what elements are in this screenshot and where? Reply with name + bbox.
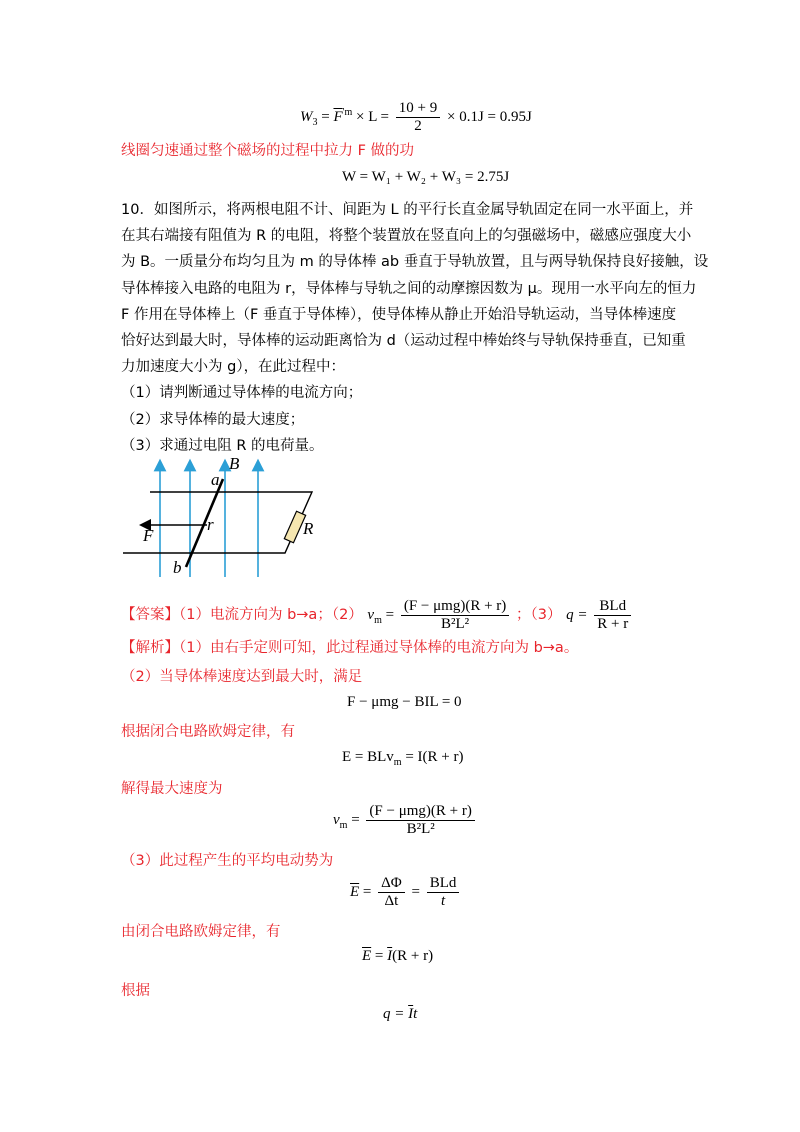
answer-part1: （1）电流方向为 b→a；（2）: [179, 606, 363, 623]
answer-v-eq: =: [385, 606, 395, 623]
avg-current-E: $\overline{E}$: [362, 948, 372, 964]
rail-diagram: [115, 455, 330, 580]
answer-q-fraction: [594, 598, 631, 633]
equation-w-total: W = W₁ + W₂ + W₃ = 2.75J: [342, 169, 510, 185]
avg-emf-eq2: =: [411, 883, 420, 900]
analysis-line-5: （3）此过程产生的平均电动势为: [121, 853, 334, 869]
speed-sub: m: [339, 819, 348, 831]
analysis-line-2: （2）当导体棒速度达到最大时，满足: [121, 669, 363, 685]
analysis-line-7: 根据: [121, 983, 150, 999]
answer-v-num: (F − μmg)(R + r): [401, 598, 509, 616]
analysis-line-3: 根据闭合电路欧姆定律，有: [121, 724, 295, 740]
w3-fbar-sup: 'm: [342, 106, 353, 118]
answer-formula-q: [566, 598, 634, 632]
q10-line: 力加速度大小为 g），在此过程中：: [121, 359, 346, 376]
charge-I: $\overline{I}$: [408, 1006, 414, 1022]
q10-line: 在其右端接有阻值为 R 的电阻，将整个装置放在竖直向上的匀强磁场中，磁感应强度大小: [121, 228, 692, 245]
equation-average-emf: [350, 875, 462, 910]
question-10: [121, 197, 708, 459]
equation-max-speed: [333, 803, 478, 838]
emf-lhs: E = BLv: [342, 749, 394, 765]
label-R: R: [303, 519, 314, 538]
answer-q: q =: [566, 606, 588, 623]
q10-line: 恰好达到最大时，导体棒的运动距离恰为 d（运动过程中棒始终与导轨保持垂直，已知重: [121, 333, 686, 350]
avg-emf-E: $\overline{E}$: [350, 883, 360, 900]
answer-tag: 【答案】: [121, 606, 179, 623]
avg-emf-num1: ΔΦ: [378, 875, 405, 893]
speed-v: v: [333, 811, 340, 828]
equation-average-current: [362, 948, 433, 965]
answer-v-fraction: [401, 598, 509, 633]
answer-line: [121, 598, 634, 633]
answer-v-den: B²L²: [440, 616, 470, 632]
w3-fraction: [396, 100, 440, 135]
q10-line: F 作用在导体棒上（F 垂直于导体棒），使导体棒从静止开始沿导轨运动，当导体棒速度: [121, 306, 677, 323]
label-r: r: [207, 515, 214, 534]
equation-w3: [300, 100, 532, 135]
equation-emf: [342, 749, 463, 768]
w3-times-l: × L =: [355, 108, 390, 125]
answer-q-den: R + r: [597, 616, 629, 632]
w3-fbar: $\overline{F}$: [333, 108, 343, 125]
avg-current-I: $\overline{I}$: [387, 948, 393, 964]
w3-num: 10 + 9: [396, 100, 440, 118]
analysis-line-6: 由闭合电路欧姆定律，有: [121, 924, 281, 940]
avg-emf-den1: Δt: [384, 893, 399, 909]
answer-part3: ；（3）: [516, 606, 562, 623]
equation-force-balance: F − μmg − BIL = 0: [347, 694, 462, 710]
q10-sub-question: （2）求导体棒的最大速度；: [121, 411, 305, 428]
avg-current-rest: (R + r): [392, 948, 434, 964]
analysis-tag: 【解析】: [121, 640, 179, 656]
w3-rest: × 0.1J = 0.95J: [446, 108, 532, 125]
q10-sub-question: （1）请判断通过导体棒的电流方向；: [121, 385, 363, 402]
answer-v-sub: m: [374, 614, 382, 626]
analysis-text-1: （1）由右手定则可知，此过程通过导体棒的电流方向为 b→a。: [179, 640, 579, 656]
work-intro-line: 线圈匀速通过整个磁场的过程中拉力 F 做的功: [121, 143, 415, 159]
avg-emf-num2: BLd: [427, 875, 460, 893]
label-B: B: [229, 455, 240, 473]
avg-emf-den2: t: [440, 893, 446, 909]
analysis-line-1: [121, 638, 578, 658]
avg-emf-eq: =: [362, 883, 372, 900]
speed-fraction: [366, 803, 474, 838]
answer-q-num: BLd: [594, 598, 631, 616]
charge-t: t: [413, 1006, 418, 1022]
speed-num: (F − μmg)(R + r): [366, 803, 474, 821]
answer-v: v: [367, 606, 375, 623]
avg-emf-frac2: [427, 875, 460, 910]
q10-line: 为 B。一质量分布均匀且为 m 的导体棒 ab 垂直于导轨放置，且与两导轨保持良好接触，设: [121, 254, 709, 271]
label-b: b: [173, 558, 182, 577]
label-a: a: [211, 470, 220, 489]
w3-lhs-sub: 3: [312, 116, 318, 128]
speed-den: B²L²: [406, 821, 435, 837]
q10-line: 10．如图所示，将两根电阻不计、间距为 L 的平行长直金属导轨固定在同一水平面上，并: [121, 202, 694, 218]
label-F: F: [143, 526, 154, 545]
avg-emf-frac1: [378, 875, 405, 910]
analysis-line-4: 解得最大速度为: [121, 781, 223, 797]
avg-current-eq: =: [374, 948, 384, 964]
equation-charge: [383, 1006, 417, 1023]
w3-den: 2: [414, 118, 422, 134]
answer-formula-v: [367, 598, 516, 632]
charge-q: q =: [383, 1006, 405, 1022]
q10-sub-question: （3）求通过电阻 R 的电荷量。: [121, 437, 324, 454]
w3-eq: =: [321, 108, 330, 125]
w3-lhs: W: [300, 108, 313, 125]
speed-eq: =: [351, 811, 360, 828]
q10-line: 导体棒接入电路的电阻为 r，导体棒与导轨之间的动摩擦因数为 μ。现用一水平向左的恒力: [121, 280, 697, 297]
emf-rest: = I(R + r): [405, 749, 464, 765]
emf-sub: m: [393, 757, 402, 768]
